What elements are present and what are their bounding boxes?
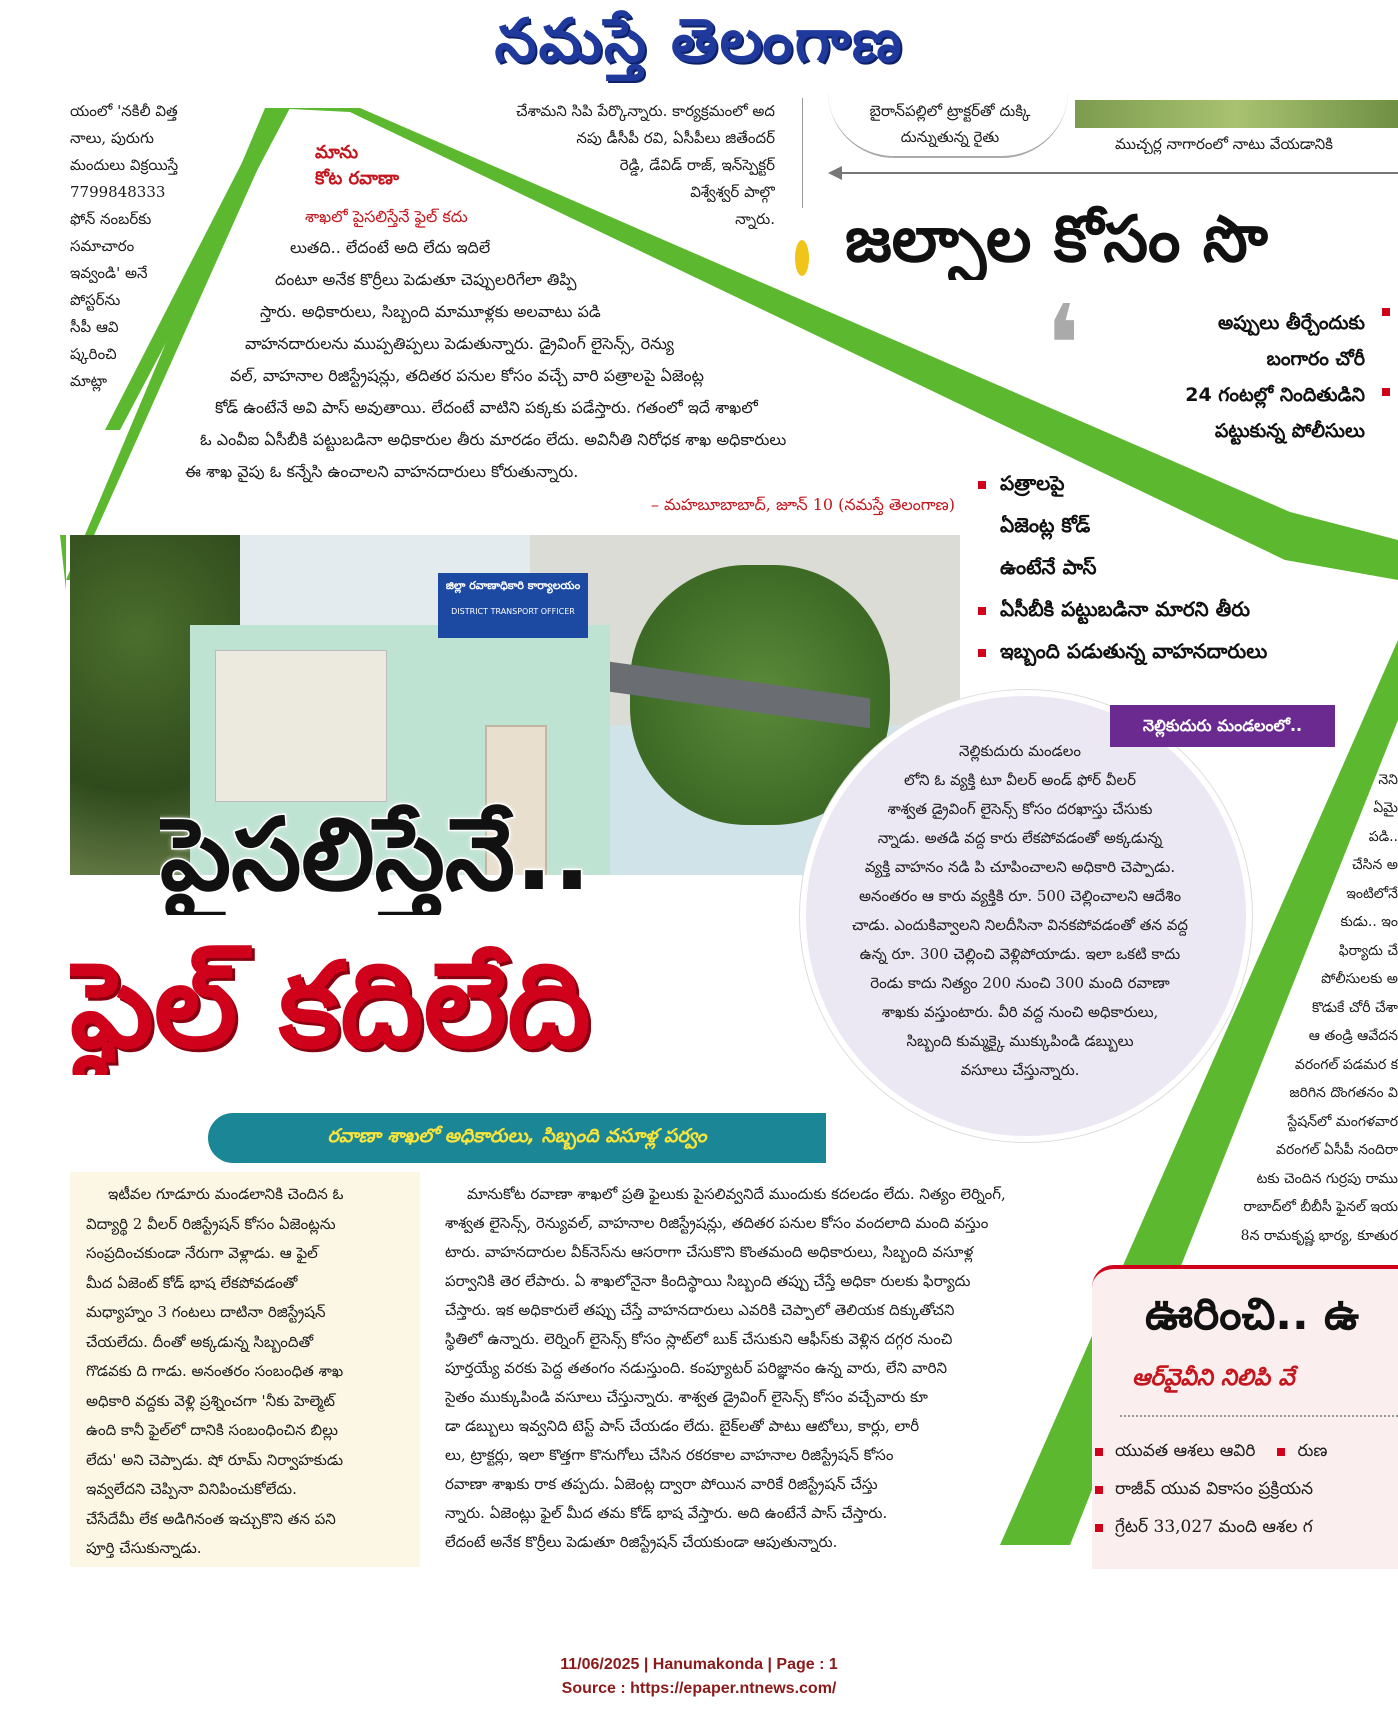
masthead: నమస్తే తెలంగాణ: [494, 6, 904, 76]
teaser-bullet: యువత ఆశలు ఆవిరి: [1115, 1441, 1256, 1461]
bottom-left-line: చేయలేదు. దీంతో అక్కడున్న సిబ్బందితో: [86, 1332, 314, 1351]
bottom-left-line: ఇవ్వలేదని చెప్పినా వినిపించుకోలేదు.: [86, 1480, 297, 1498]
box-line: న్నాడు. అతడి వద్ద కారు లేకపోవడంతో అక్కడున్న: [877, 829, 1163, 847]
lead-line: వల్, వాహనాల రిజిస్ట్రేషన్లు, తదితర పనుల కోసం వచ్చే వారి పత్రాలపై ఏజెంట్ల: [230, 366, 704, 385]
photo-caption-1: [830, 98, 1070, 150]
right-cut-line: ఫిర్యాదు చే: [1338, 942, 1398, 959]
bullet-marker: [1095, 1486, 1103, 1494]
left-line: పోస్టర్‌ను: [70, 291, 121, 309]
headline-line-1: పైసలిస్తేనే..: [160, 796, 591, 913]
bottom-center-line: శాశ్వత లైసెన్స్, రెన్యువల్, వాహనాల రిజిస్ట్రేషన్లు, తదితర పనుల కోసం వందలాది మంది వస్తుం: [445, 1214, 989, 1232]
arrow-line: [840, 172, 1398, 174]
lead-red-segment: శాఖలో పైసలిస్తేనే ఫైల్ కదు: [305, 207, 468, 226]
bullet-marker: [1277, 1448, 1285, 1456]
right-cut-line: ఏమై: [1373, 800, 1398, 816]
right-cut-line: టకు చెందిన గుర్రపు రాము: [1256, 1170, 1398, 1187]
bottom-center-line: మానుకోట రవాణా శాఖలో ప్రతి ఫైలుకు పైసలివ్వనిదే ముందుకు కదలడం లేదు. నిత్యం లెర్నింగ్,: [467, 1185, 1006, 1203]
footer-date-line: 11/06/2025 | Hanumakonda | Page : 1: [560, 1656, 838, 1673]
bottom-left-line: ఉంది కానీ ఫైల్‌లో దానికి సంబంధించిన బిల్లు: [86, 1421, 338, 1439]
bottom-center-line: లేదంటే అనేక కొర్రీలు పెడుతూ రిజిస్ట్రేషన్ చేయకుండా ఆపుతున్నారు.: [445, 1533, 838, 1551]
bullet-marker: [978, 649, 986, 657]
caption-1b-line: దున్నుతున్న రైతు: [900, 128, 1000, 146]
teaser-divider: [1120, 1415, 1398, 1417]
bottom-left-line: గొడవకు ది గాడు. అనంతరం సంబంధిత శాఖ: [86, 1362, 344, 1380]
bottom-left-line: విద్యార్థి 2 వీలర్ రిజిస్ట్రేషన్ కోసం ఏజెంట్లను: [86, 1214, 336, 1233]
top-center-line: న్నారు.: [735, 210, 775, 228]
bottom-left-line: లేదు' అని చెప్పాడు. షో రూమ్ నిర్వాహకుడు: [86, 1450, 344, 1469]
bottom-left-line: సంప్రదించకుండా నేరుగా వెళ్లాడు. ఆ ఫైల్: [86, 1244, 318, 1262]
box-line: శాశ్వత డ్రైవింగ్ లైసెన్స్ కోసం దరఖాస్తు చేసుకు: [887, 800, 1153, 818]
highlight-bullet: [978, 588, 1398, 630]
teaser-bullets: [1095, 1432, 1398, 1546]
teaser-headline: ఊరించి.. ఉ: [1145, 1289, 1360, 1340]
bottom-center-line: లు, ట్రాక్టర్లు, ఇలా కొత్తగా కొనుగోలు చేసిన రకరకాల వాహనాల రిజిస్ట్రేషన్ కోసం: [445, 1446, 894, 1464]
right-cut-line: రాబాద్‌లో బీబీసీ ఫైనల్ ఇయ: [1243, 1199, 1398, 1215]
lead-red-line: మాను: [315, 142, 359, 163]
footer-source-line: Source : https://epaper.ntnews.com/: [561, 1680, 837, 1697]
bottom-center-line: టారు. వాహనదారుల వీక్‌నెస్‌ను ఆసరాగా చేసుకొని కొంతమంది అధికారులు, సిబ్బంది వసూళ్ల: [445, 1243, 974, 1261]
bottom-left-line: అధికారి వద్దకు వెళ్లి ప్రశ్నించగా 'నీకు హెల్మెట్: [86, 1391, 336, 1410]
highlight-text: పత్రాలపై: [1000, 471, 1065, 495]
bullet-marker: [1095, 1448, 1103, 1456]
left-line: ఇవ్వండి' అనే: [70, 264, 148, 282]
bottom-left-line: ఇటీవల గూడూరు మండలానికి చెందిన ఓ: [108, 1185, 344, 1203]
photo-caption-2: ముచ్చర్ల నాగారంలో నాటు వేయడానికి: [1115, 135, 1333, 153]
lead-red-line: కోట రవాణా: [315, 168, 400, 189]
highlight-bullet: [978, 462, 1398, 504]
sign-text-1: జిల్లా రవాణాధికారి కార్యాలయం: [445, 579, 581, 592]
teaser-bullet-row: [1095, 1470, 1398, 1508]
lead-line: స్తారు. అధికారులు, సిబ్బంది మామూళ్లకు అలవాటు పడి: [260, 302, 601, 321]
bottom-center-line: పూర్తయ్యే వరకు పెద్ద తతంగం నడుస్తుంది. కంప్యూటర్ పరిజ్ఞానం ఉన్న వారు, లేని వారిని: [445, 1359, 948, 1377]
caption-1-line: బైరాన్‌పల్లిలో ట్రాక్టర్‌తో దుక్కి: [869, 102, 1031, 120]
highlight-bullet: ఉంటేనే పాస్: [1000, 555, 1097, 579]
left-line: ఫోన్ నంబర్‌కు: [70, 210, 152, 228]
lead-line: కోడ్ ఉంటేనే అవి పాస్ అవుతాయి. లేదంటే వాటిని పక్కకు పడేస్తారు. గతంలో ఇదే శాఖలో: [215, 398, 758, 417]
right-cut-line: ఇంటిలోనే: [1346, 885, 1398, 902]
right-cut-line: నెని: [1378, 771, 1398, 788]
bullet-marker: [978, 607, 986, 615]
quote-bullet: అప్పులు తీర్చేందుకు: [1218, 312, 1365, 334]
column-divider: [802, 98, 803, 208]
left-line: సమాచారం: [70, 237, 135, 255]
bottom-left-line: మధ్యాహ్నం 3 గంటలు దాటినా రిజిస్ట్రేషన్: [86, 1303, 326, 1321]
bottom-center-line: డా డబ్బులు ఇవ్వనిది టెస్ట్ పాస్ చేయడం లేదు. బైక్‌లతో పాటు ఆటోలు, కార్లు, లారీ: [445, 1417, 920, 1435]
bottom-center-line: స్థితిలో ఉన్నారు. లెర్నింగ్ లైసెన్స్ కోసం స్లాట్‌లో బుక్ చేసుకుని ఆఫీస్‌కు వెళ్లిన దగ్గర నుంచి: [445, 1330, 953, 1348]
right-cut-line: కొడుకే చోరీ చేశా: [1311, 999, 1398, 1016]
quote-mark-icon: ❛: [1045, 281, 1081, 409]
right-cut-line: 8న రామకృష్ణ భార్య, కూతుర: [1240, 1227, 1398, 1244]
photo-sign: [438, 573, 588, 638]
sign-text-2: DISTRICT TRANSPORT OFFICER: [451, 607, 575, 616]
lead-red-text: [300, 140, 560, 192]
side-headline: జల్సాల కోసం సొ: [845, 203, 1268, 277]
box-line: చాడు. ఎందుకివ్వాలని నిలదీసినా వినకపోవడంతో తన వద్ద: [851, 916, 1189, 934]
lead-line-mixed: [305, 203, 725, 230]
bottom-left-line: మీద ఏజెంట్ కోడ్ భాష లేకపోవడంతో: [86, 1273, 298, 1292]
highlight-bullet: ఏజెంట్ల కోడ్: [1000, 513, 1091, 537]
photo-notice-board: [215, 650, 387, 802]
teaser-subheadline: ఆర్‌వైవీని నిలిపి వే: [1132, 1365, 1295, 1391]
bullet-marker: [1095, 1524, 1103, 1532]
right-cut-line: చేసిన అ: [1352, 857, 1398, 873]
top-center-line: రెడ్డి, డేవిడ్ రాజ్, ఇన్‌స్పెక్టర్: [619, 156, 775, 174]
right-cut-line: పడి..: [1368, 828, 1398, 845]
lead-line: లుతది.. లేదంటే అది లేదు ఇదిలే: [290, 238, 491, 257]
box-line: వసూలు చేస్తున్నారు.: [960, 1061, 1080, 1079]
lead-line: ఓ ఎంవీఐ ఏసీబీకి పట్టుబడినా అధికారుల తీరు మారడం లేదు. అవినీతి నిరోధక శాఖ అధికారులు: [200, 430, 787, 449]
bottom-center-line: న్నారు. ఏజెంట్లు ఫైల్ మీద తమ కోడ్ భాష వేస్తారు. అది ఉంటేనే పాస్ చేస్తారు.: [445, 1504, 888, 1522]
box-story-text: [820, 737, 1220, 1085]
left-line: మాట్లా: [70, 372, 108, 390]
dateline: – మహబూబాబాద్, జూన్ 10 (నమస్తే తెలంగాణ): [650, 495, 955, 514]
bottom-left-text: [86, 1180, 416, 1564]
bottom-center-line: సైతం ముక్కుపిండి వసూలు చేస్తున్నారు. శాశ్వత డ్రైవింగ్ లైసెన్స్ కోసం వచ్చేవారు కూ: [445, 1388, 928, 1406]
box-line: ఉన్న రూ. 300 చెల్లించి వెళ్లిపోయాడు. ఇలా ఒకటి కాదు: [859, 945, 1181, 963]
subheadline-text: రవాణా శాఖలో అధికారులు, సిబ్బంది వసూళ్ల పర్వం: [327, 1125, 707, 1147]
top-center-line: చేశామని సిపి పేర్కొన్నారు. కార్యక్రమంలో అద: [516, 102, 775, 120]
lead-line: వాహనదారులను ముప్పతిప్పలు పెడుతున్నారు. డ్రైవింగ్ లైసెన్స్, రెన్యు: [245, 334, 675, 353]
red-marker: [1382, 388, 1390, 396]
highlight-text: ఏసీబీకి పట్టుబడినా మారని తీరు: [1000, 597, 1251, 621]
left-line: 7799848333: [70, 183, 166, 201]
box-story-tag: నెల్లికుదురు మండలంలో..: [1110, 705, 1335, 747]
box-line: అనంతరం ఆ కారు వ్యక్తికి రూ. 500 చెల్లించాలని ఆదేశిం: [858, 887, 1182, 905]
bottom-center-text: [445, 1180, 1135, 1557]
arrow-head: [828, 166, 842, 180]
right-cut-line: వరంగల్ ఏసీపీ నందిరా: [1275, 1142, 1398, 1158]
right-cut-line: పోలీసులకు అ: [1321, 971, 1398, 987]
highlight-bullets: [978, 462, 1398, 672]
quote-bullet: 24 గంటల్లో నిందితుడిని: [1185, 384, 1365, 406]
highlight-bullet: [978, 630, 1398, 672]
teaser-bullet: రాజీవ్ యువ వికాసం ప్రక్రియన: [1115, 1479, 1314, 1499]
teaser-bullet: గ్రేటర్ 33,027 మంది ఆశల గ: [1115, 1517, 1313, 1537]
right-cut-column: [1180, 737, 1398, 1250]
left-line: యంలో 'నకిలీ విత్త: [70, 102, 178, 120]
box-line: వ్యక్తి వాహనం నడి పి చూపించాలని అధికారి చెప్పాడు.: [864, 858, 1176, 876]
lead-line: దంటూ అనేక కొర్రీలు పెడుతూ చెప్పులరిగేలా తిప్పి: [275, 270, 577, 289]
bottom-left-line: చేసేదేమీ లేక అడిగినంత ఇచ్చుకొని తన పని: [86, 1509, 336, 1528]
teaser-bullet: రుణ: [1297, 1441, 1328, 1461]
left-line: మందులు విక్రయిస్తే: [70, 156, 179, 174]
right-cut-line: కుడు.. ఇం: [1340, 914, 1398, 930]
bottom-center-line: పర్వానికి తెర లేపారు. ఏ శాఖలోనైనా కిందిస్థాయి సిబ్బంది తప్పు చేస్తే అధికా రులకు ఫిర్యాదు: [445, 1272, 971, 1290]
right-cut-line: జరిగిన దొంగతనం వి: [1289, 1085, 1398, 1101]
box-line: లోని ఓ వ్యక్తి టూ వీలర్ అండ్ ఫోర్ వీలర్: [904, 771, 1136, 789]
quote-bullet: బంగారం చోరీ: [1266, 348, 1365, 370]
top-center-line: విశ్వేశ్వర్ పాల్గొ: [690, 183, 775, 201]
top-center-line: నపు డీసీపీ రవి, ఏసీపీలు జితేందర్: [576, 129, 775, 147]
right-cut-line: ఆ తండ్రి ఆవేదన: [1308, 1028, 1398, 1044]
bottom-center-line: రవాణా శాఖకు రాక తప్పదు. ఏజెంట్ల ద్వారా పోయిన వారికే రిజిస్ట్రేషన్ చేస్తు: [445, 1475, 878, 1493]
right-cut-line: [1180, 737, 1398, 766]
bullet-marker: [978, 481, 986, 489]
right-cut-line: వరంగల్ పడమర క: [1294, 1056, 1398, 1073]
teaser-bullet-row: [1095, 1508, 1398, 1546]
left-line: ష్కరించి: [70, 345, 117, 363]
red-marker: [1382, 308, 1390, 316]
teaser-bullet-row: [1095, 1432, 1398, 1470]
highlight-text: ఇబ్బంది పడుతున్న వాహనదారులు: [1000, 639, 1268, 663]
lead-body: [185, 232, 985, 488]
headline-line-2: ఫైల్ కదిలేది: [70, 936, 591, 1074]
box-line: నెల్లికుదురు మండలం: [959, 742, 1081, 760]
lead-line: ఈ శాఖ వైపు ఓ కన్నేసి ఉంచాలని వాహనదారులు కోరుతున్నారు.: [185, 462, 579, 481]
bottom-left-line: పూర్తి చేసుకున్నాడు.: [86, 1539, 202, 1557]
bottom-center-line: చేస్తారు. ఇక అధికారులే తప్పు చేస్తే వాహనదారులు ఎవరికి చెప్పాలో తెలియక దిక్కుతోచని: [445, 1301, 955, 1319]
box-line: శాఖకు వస్తుంటారు. వీరి వద్ద నుంచి అధికారులు,: [881, 1003, 1159, 1021]
side-quote-bullets: [1110, 305, 1365, 449]
quote-bullet: పట్టుకున్న పోలీసులు: [1214, 420, 1365, 442]
right-cut-line: స్టేషన్‌లో మంగళవార: [1287, 1113, 1398, 1130]
left-line: నాలు, పురుగు: [70, 129, 154, 147]
left-line: సీపీ ఆవి: [70, 318, 119, 336]
box-line: సిబ్బంది కుమ్మక్కై ముక్కుపిండి డబ్బులు: [906, 1032, 1134, 1050]
field-photo: [1075, 100, 1398, 128]
box-line: రెండు కాదు నిత్యం 200 నుంచి 300 మంది రవాణా: [870, 974, 1170, 992]
